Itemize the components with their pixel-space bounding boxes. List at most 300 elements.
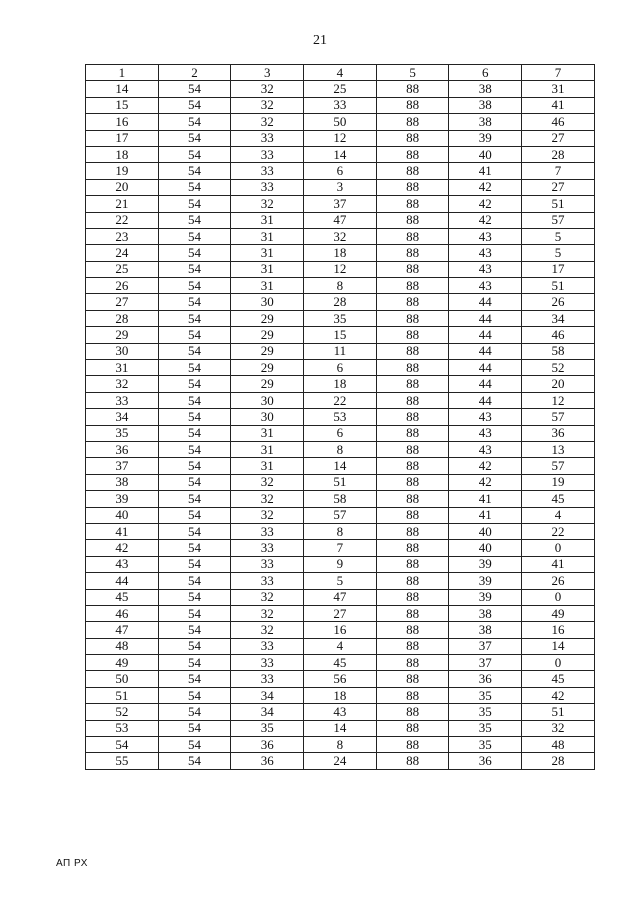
table-cell: 36	[522, 425, 595, 441]
table-cell: 29	[86, 327, 159, 343]
table-cell: 29	[231, 310, 304, 326]
table-row	[86, 278, 595, 294]
table-cell: 88	[376, 81, 449, 97]
table-cell: 88	[376, 278, 449, 294]
table-cell: 88	[376, 245, 449, 261]
table-cell: 88	[376, 360, 449, 376]
table-cell: 31	[231, 441, 304, 457]
table-cell: 14	[86, 81, 159, 97]
table-cell: 88	[376, 196, 449, 212]
table-cell: 48	[522, 737, 595, 753]
table-cell: 25	[86, 261, 159, 277]
table-cell: 5	[522, 228, 595, 244]
table-cell: 38	[449, 114, 522, 130]
coordinates-table	[85, 64, 595, 770]
table-cell: 31	[231, 245, 304, 261]
table-cell: 43	[304, 704, 377, 720]
table-cell: 46	[522, 114, 595, 130]
table-cell: 88	[376, 179, 449, 195]
table-cell: 12	[522, 392, 595, 408]
table-cell: 31	[231, 228, 304, 244]
table-cell: 44	[449, 327, 522, 343]
table-cell: 31	[231, 261, 304, 277]
table-cell: 51	[522, 196, 595, 212]
table-cell: 54	[158, 409, 231, 425]
table-cell: 39	[86, 491, 159, 507]
table-cell: 54	[158, 573, 231, 589]
table-cell: 14	[304, 458, 377, 474]
table-cell: 28	[522, 146, 595, 162]
table-cell: 44	[449, 294, 522, 310]
table-cell: 32	[231, 491, 304, 507]
table-row	[86, 327, 595, 343]
table-cell: 48	[86, 638, 159, 654]
table-row	[86, 720, 595, 736]
table-cell: 31	[231, 212, 304, 228]
table-cell: 44	[449, 360, 522, 376]
table-row	[86, 671, 595, 687]
table-cell: 5	[304, 573, 377, 589]
table-cell: 88	[376, 261, 449, 277]
table-cell: 26	[86, 278, 159, 294]
table-cell: 33	[231, 130, 304, 146]
table-cell: 44	[449, 310, 522, 326]
table-cell: 88	[376, 425, 449, 441]
table-cell: 18	[304, 376, 377, 392]
table-cell: 38	[449, 81, 522, 97]
table-cell: 47	[304, 589, 377, 605]
table-row	[86, 146, 595, 162]
table-cell: 42	[522, 687, 595, 703]
table-cell: 0	[522, 655, 595, 671]
table-cell: 88	[376, 458, 449, 474]
table-cell: 54	[86, 737, 159, 753]
table-cell: 29	[231, 376, 304, 392]
table-cell: 0	[522, 540, 595, 556]
table-row	[86, 97, 595, 113]
table-cell: 19	[86, 163, 159, 179]
table-cell: 88	[376, 294, 449, 310]
table-cell: 6	[304, 163, 377, 179]
table-cell: 88	[376, 573, 449, 589]
table-cell: 54	[158, 114, 231, 130]
table-cell: 88	[376, 212, 449, 228]
table-cell: 88	[376, 753, 449, 769]
table-cell: 17	[86, 130, 159, 146]
table-cell: 23	[86, 228, 159, 244]
table-cell: 88	[376, 589, 449, 605]
table-cell: 54	[158, 146, 231, 162]
table-cell: 15	[304, 327, 377, 343]
table-cell: 25	[304, 81, 377, 97]
table-cell: 54	[158, 474, 231, 490]
table-body	[86, 81, 595, 769]
table-row	[86, 196, 595, 212]
table-cell: 54	[158, 212, 231, 228]
table-cell: 54	[158, 704, 231, 720]
table-cell: 32	[522, 720, 595, 736]
table-cell: 12	[304, 130, 377, 146]
table-cell: 54	[158, 81, 231, 97]
table-header-row	[86, 65, 595, 81]
table-cell: 36	[449, 753, 522, 769]
table-cell: 34	[231, 704, 304, 720]
table-cell: 54	[158, 360, 231, 376]
table-cell: 18	[304, 687, 377, 703]
table-cell: 42	[449, 212, 522, 228]
table-cell: 35	[449, 704, 522, 720]
table-cell: 54	[158, 638, 231, 654]
table-cell: 54	[158, 245, 231, 261]
table-cell: 43	[449, 278, 522, 294]
table-row	[86, 523, 595, 539]
table-cell: 41	[86, 523, 159, 539]
table-cell: 54	[158, 130, 231, 146]
table-row	[86, 638, 595, 654]
table-cell: 16	[522, 622, 595, 638]
table-cell: 88	[376, 523, 449, 539]
table-row	[86, 441, 595, 457]
table-cell: 53	[304, 409, 377, 425]
table-cell: 45	[522, 491, 595, 507]
table-cell: 31	[231, 458, 304, 474]
table-cell: 43	[449, 245, 522, 261]
table-row	[86, 491, 595, 507]
table-cell: 9	[304, 556, 377, 572]
table-cell: 15	[86, 97, 159, 113]
table-cell: 49	[86, 655, 159, 671]
table-cell: 32	[231, 114, 304, 130]
table-cell: 36	[231, 737, 304, 753]
table-cell: 3	[304, 179, 377, 195]
table-cell: 39	[449, 556, 522, 572]
table-cell: 54	[158, 737, 231, 753]
table-cell: 27	[304, 605, 377, 621]
table-cell: 88	[376, 556, 449, 572]
table-cell: 31	[522, 81, 595, 97]
table-cell: 41	[522, 556, 595, 572]
table-cell: 22	[304, 392, 377, 408]
table-cell: 33	[231, 655, 304, 671]
table-cell: 35	[304, 310, 377, 326]
table-cell: 4	[522, 507, 595, 523]
table-cell: 40	[449, 540, 522, 556]
table-cell: 52	[86, 704, 159, 720]
page-number: 21	[313, 33, 327, 48]
table-cell: 54	[158, 622, 231, 638]
table-cell: 34	[86, 409, 159, 425]
table-cell: 33	[231, 638, 304, 654]
table-row	[86, 343, 595, 359]
table-row	[86, 622, 595, 638]
table-cell: 31	[231, 425, 304, 441]
table-cell: 38	[449, 97, 522, 113]
table-cell: 32	[231, 589, 304, 605]
table-cell: 13	[522, 441, 595, 457]
table-cell: 54	[158, 655, 231, 671]
table-cell: 29	[231, 343, 304, 359]
table-row	[86, 409, 595, 425]
table-cell: 22	[522, 523, 595, 539]
table-cell: 36	[231, 753, 304, 769]
table-cell: 16	[86, 114, 159, 130]
table-cell: 88	[376, 409, 449, 425]
table-cell: 43	[449, 228, 522, 244]
table-cell: 39	[449, 589, 522, 605]
table-cell: 54	[158, 97, 231, 113]
table-row	[86, 228, 595, 244]
table-row	[86, 474, 595, 490]
table-cell: 54	[158, 671, 231, 687]
table-cell: 32	[231, 196, 304, 212]
table-row	[86, 261, 595, 277]
table-cell: 30	[231, 392, 304, 408]
table-cell: 8	[304, 278, 377, 294]
table-cell: 41	[449, 491, 522, 507]
table-cell: 54	[158, 196, 231, 212]
table-cell: 55	[86, 753, 159, 769]
table-row	[86, 458, 595, 474]
column-header: 7	[522, 65, 595, 81]
table-cell: 57	[304, 507, 377, 523]
table-cell: 39	[449, 130, 522, 146]
table-cell: 6	[304, 360, 377, 376]
table-cell: 88	[376, 474, 449, 490]
table-cell: 28	[522, 753, 595, 769]
table-cell: 43	[449, 261, 522, 277]
table-cell: 46	[522, 327, 595, 343]
table-cell: 4	[304, 638, 377, 654]
table-cell: 20	[522, 376, 595, 392]
table-cell: 43	[449, 409, 522, 425]
table-cell: 28	[86, 310, 159, 326]
table-cell: 42	[449, 179, 522, 195]
table-cell: 41	[522, 97, 595, 113]
table-cell: 33	[231, 556, 304, 572]
table-row	[86, 392, 595, 408]
table-cell: 88	[376, 130, 449, 146]
table-cell: 88	[376, 638, 449, 654]
table-cell: 40	[86, 507, 159, 523]
table-cell: 54	[158, 687, 231, 703]
table-cell: 41	[449, 507, 522, 523]
table-cell: 54	[158, 343, 231, 359]
table-cell: 27	[522, 130, 595, 146]
table-cell: 88	[376, 671, 449, 687]
table-cell: 32	[231, 605, 304, 621]
table-cell: 88	[376, 310, 449, 326]
table-cell: 47	[86, 622, 159, 638]
table-cell: 58	[522, 343, 595, 359]
table-cell: 88	[376, 655, 449, 671]
table-cell: 0	[522, 589, 595, 605]
column-header: 3	[231, 65, 304, 81]
table-cell: 36	[449, 671, 522, 687]
table-cell: 35	[231, 720, 304, 736]
table-row	[86, 507, 595, 523]
column-header: 4	[304, 65, 377, 81]
table-cell: 54	[158, 310, 231, 326]
table-cell: 6	[304, 425, 377, 441]
table-cell: 51	[522, 278, 595, 294]
table-cell: 8	[304, 523, 377, 539]
table-cell: 29	[231, 360, 304, 376]
table-cell: 34	[522, 310, 595, 326]
table-cell: 33	[231, 540, 304, 556]
footer-mark: АП РХ	[56, 858, 88, 869]
table-cell: 27	[86, 294, 159, 310]
table-cell: 35	[449, 687, 522, 703]
table-row	[86, 556, 595, 572]
table-cell: 53	[86, 720, 159, 736]
table-cell: 88	[376, 114, 449, 130]
table-cell: 54	[158, 556, 231, 572]
table-cell: 54	[158, 491, 231, 507]
table-cell: 38	[449, 605, 522, 621]
table-cell: 57	[522, 212, 595, 228]
table-cell: 5	[522, 245, 595, 261]
table-cell: 54	[158, 441, 231, 457]
table-cell: 30	[231, 409, 304, 425]
table-cell: 37	[449, 638, 522, 654]
table-cell: 54	[158, 261, 231, 277]
table-cell: 43	[449, 425, 522, 441]
table-cell: 51	[304, 474, 377, 490]
table-cell: 46	[86, 605, 159, 621]
table-cell: 14	[304, 720, 377, 736]
table-cell: 33	[231, 523, 304, 539]
table-cell: 14	[304, 146, 377, 162]
table-cell: 88	[376, 392, 449, 408]
table-cell: 54	[158, 523, 231, 539]
table-cell: 88	[376, 343, 449, 359]
table-cell: 88	[376, 163, 449, 179]
table-cell: 54	[158, 327, 231, 343]
table-cell: 54	[158, 163, 231, 179]
table-row	[86, 179, 595, 195]
table-cell: 88	[376, 540, 449, 556]
table-cell: 88	[376, 97, 449, 113]
table-row	[86, 737, 595, 753]
table-cell: 54	[158, 589, 231, 605]
table-cell: 40	[449, 523, 522, 539]
table-cell: 8	[304, 737, 377, 753]
table-row	[86, 655, 595, 671]
column-header: 5	[376, 65, 449, 81]
table-cell: 88	[376, 491, 449, 507]
table-row	[86, 704, 595, 720]
table-cell: 88	[376, 720, 449, 736]
table-cell: 38	[86, 474, 159, 490]
table-cell: 42	[86, 540, 159, 556]
table-cell: 32	[231, 97, 304, 113]
table-row	[86, 212, 595, 228]
table-row	[86, 425, 595, 441]
table-cell: 33	[231, 163, 304, 179]
table-cell: 43	[86, 556, 159, 572]
table-row	[86, 310, 595, 326]
table-cell: 30	[86, 343, 159, 359]
table-row	[86, 376, 595, 392]
table-cell: 40	[449, 146, 522, 162]
table-cell: 35	[86, 425, 159, 441]
table-cell: 39	[449, 573, 522, 589]
table-cell: 54	[158, 458, 231, 474]
table-cell: 51	[522, 704, 595, 720]
table-cell: 32	[231, 81, 304, 97]
table-cell: 54	[158, 605, 231, 621]
table-cell: 88	[376, 704, 449, 720]
table-cell: 21	[86, 196, 159, 212]
table-cell: 37	[449, 655, 522, 671]
table-row	[86, 294, 595, 310]
table-cell: 88	[376, 146, 449, 162]
table-cell: 44	[449, 392, 522, 408]
table-cell: 19	[522, 474, 595, 490]
table-cell: 88	[376, 376, 449, 392]
table-row	[86, 753, 595, 769]
column-header: 2	[158, 65, 231, 81]
table-cell: 54	[158, 540, 231, 556]
table-cell: 7	[304, 540, 377, 556]
table-cell: 26	[522, 294, 595, 310]
table-cell: 37	[86, 458, 159, 474]
table-cell: 88	[376, 687, 449, 703]
table-cell: 24	[304, 753, 377, 769]
table-cell: 33	[231, 573, 304, 589]
table-row	[86, 360, 595, 376]
table-cell: 44	[449, 343, 522, 359]
table-cell: 57	[522, 409, 595, 425]
table-cell: 54	[158, 294, 231, 310]
table-cell: 14	[522, 638, 595, 654]
table-cell: 31	[231, 278, 304, 294]
table-cell: 88	[376, 507, 449, 523]
table-row	[86, 114, 595, 130]
table-cell: 32	[231, 622, 304, 638]
table-cell: 51	[86, 687, 159, 703]
table-cell: 49	[522, 605, 595, 621]
table-cell: 35	[449, 720, 522, 736]
table-cell: 56	[304, 671, 377, 687]
table-cell: 44	[86, 573, 159, 589]
table-cell: 54	[158, 228, 231, 244]
table-cell: 26	[522, 573, 595, 589]
table-cell: 42	[449, 474, 522, 490]
table-cell: 8	[304, 441, 377, 457]
table-cell: 32	[231, 474, 304, 490]
table-cell: 35	[449, 737, 522, 753]
table-cell: 33	[86, 392, 159, 408]
table-cell: 32	[304, 228, 377, 244]
table-cell: 54	[158, 507, 231, 523]
table-row	[86, 605, 595, 621]
table-cell: 32	[86, 376, 159, 392]
table-row	[86, 687, 595, 703]
table-cell: 37	[304, 196, 377, 212]
table-cell: 45	[522, 671, 595, 687]
table-cell: 16	[304, 622, 377, 638]
table-cell: 31	[86, 360, 159, 376]
table-row	[86, 589, 595, 605]
column-header: 1	[86, 65, 159, 81]
table-cell: 28	[304, 294, 377, 310]
table-cell: 32	[231, 507, 304, 523]
table-row	[86, 163, 595, 179]
table-cell: 54	[158, 179, 231, 195]
table-cell: 24	[86, 245, 159, 261]
table-cell: 47	[304, 212, 377, 228]
